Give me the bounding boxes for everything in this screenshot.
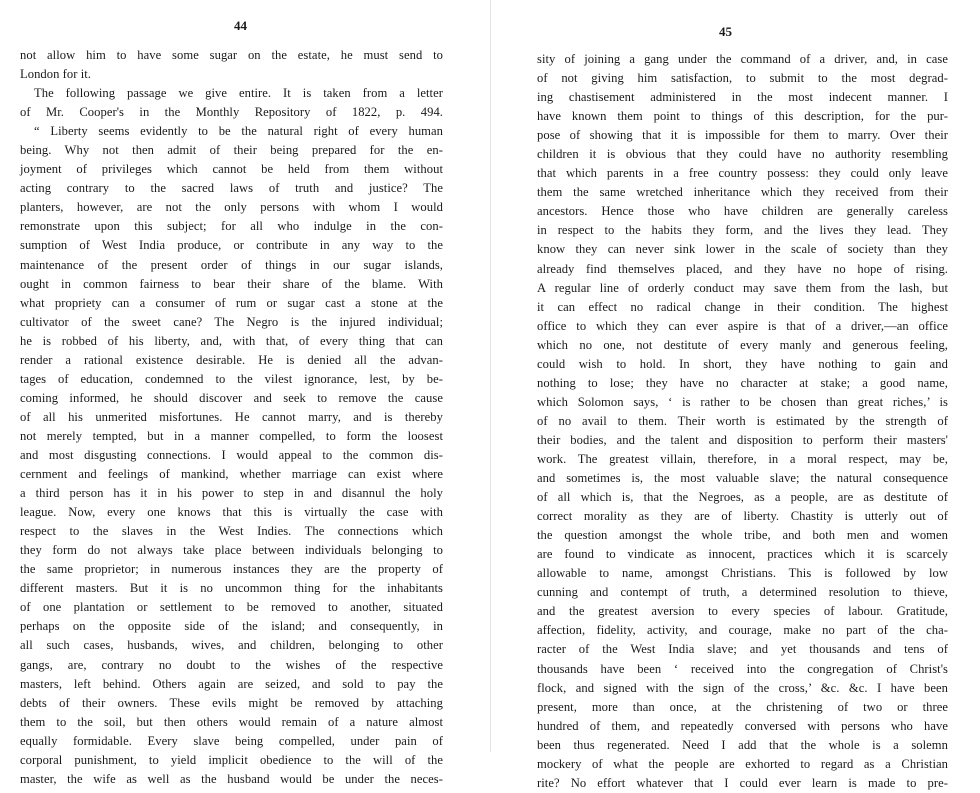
- text-line: their bodies, and the talent and disposition to perform their masters': [537, 432, 948, 447]
- text-line: “ Liberty seems evidently to be the natural right of every human: [34, 124, 443, 139]
- text-line: cunning and contempt of truth, a determined resolution to thieve,: [537, 585, 948, 600]
- text-line: them the same wretched inheritance which they received from their: [537, 185, 948, 200]
- text-line: of Mr. Cooper's in the Monthly Repository of 1822, p. 494.: [20, 105, 443, 120]
- text-line: maintenance of the present order of things in our sugar islands,: [20, 257, 443, 272]
- text-line: already find themselves placed, and they have no hope of rising.: [537, 261, 948, 276]
- text-line: he is robbed of his liberty, and, with that, of every thing that can: [20, 333, 443, 348]
- text-line: mockery of what the people are exhorted to regard as a Christian: [537, 756, 948, 771]
- text-line: corporal punishment, to yield implicit obedience to the will of the: [20, 752, 443, 767]
- text-line: The following passage we give entire. It is taken from a letter: [34, 86, 443, 101]
- text-line: master, the wife as well as the husband would be under the neces-: [20, 771, 443, 786]
- text-line: flock, and signed with the sign of the cross,’ &c. &c. I have been: [537, 680, 948, 695]
- text-line: league. Now, every one knows that this is virtually the case with: [20, 505, 443, 520]
- text-line: being. Why not then admit of their being prepared for the en-: [20, 143, 443, 158]
- text-line: them to the soil, but then others would remain of a nature almost: [20, 714, 443, 729]
- text-line: of all his unmerited misfortunes. He cannot marry, and is thereby: [20, 409, 443, 424]
- text-line: A regular line of orderly conduct may save them from the lash, but: [537, 280, 948, 295]
- text-line: the question amongst the whole tribe, and both men and women: [537, 528, 948, 543]
- text-line: cernment and feelings of mankind, whether marriage can exist where: [20, 467, 443, 482]
- text-line: could wish to hold. In short, they have nothing to gain and: [537, 356, 948, 371]
- text-line: joyment of privileges which cannot be held from them without: [20, 162, 443, 177]
- text-line: they form do not always take place between individuals belonging to: [20, 543, 443, 558]
- text-line: work. The greatest villain, therefore, in a moral respect, may be,: [537, 451, 948, 466]
- text-line: know they can never sink lower in the scale of society than they: [537, 242, 948, 257]
- text-line: of not giving him satisfaction, to submit to the most degrad-: [537, 71, 948, 86]
- text-line: have known them point to things of this description, for the pur-: [537, 109, 948, 124]
- text-line: ing chastisement administered in the most indecent manner. I: [537, 90, 948, 105]
- text-line: coming informed, he should discover and seek to remove the cause: [20, 390, 443, 405]
- text-line: present, more than once, at the christening of two or three: [537, 699, 948, 714]
- text-line: not allow him to have some sugar on the estate, he must send to: [20, 48, 443, 62]
- text-line: masters, left behind. Others again are seized, and sold to pay the: [20, 676, 443, 691]
- text-line: that which parents in a free country possess: they could only leave: [537, 166, 948, 181]
- text-line: tages of education, condemned to the vilest ignorance, lest, by be-: [20, 371, 443, 386]
- text-line: are found to vindicate as innocent, practices which it is scarcely: [537, 547, 948, 562]
- text-line: acting contrary to the sacred laws of truth and justice? The: [20, 181, 443, 196]
- text-line: of no avail to them. Their worth is estimated by the strength of: [537, 413, 948, 428]
- right-page: [490, 0, 980, 790]
- text-line: ancestors. Hence those who have children are generally careless: [537, 204, 948, 219]
- text-line: what propriety can a consumer of rum or sugar cast a stone at the: [20, 295, 443, 310]
- text-line: racter of the West India slave; and yet thousands and tens of: [537, 642, 948, 657]
- text-line: ought in common fairness to bear their share of the blame. With: [20, 276, 443, 291]
- text-line: pose of showing that it is impossible for them to marry. Over their: [537, 128, 948, 143]
- right-page-text: [537, 50, 948, 793]
- left-page-number: 44: [234, 18, 247, 33]
- right-page-number: 45: [719, 24, 732, 39]
- text-line: rite? No effort whatever that I could ever learn is made to pre-: [537, 775, 948, 790]
- text-line: respect to the slaves in the West Indies. The connections which: [20, 524, 443, 539]
- text-line: been thus regenerated. Need I add that the whole is a solemn: [537, 737, 948, 752]
- text-line: children it is obvious that they could have no authority resembling: [537, 147, 948, 162]
- text-line: and most disgusting connections. I would appeal to the common dis-: [20, 447, 443, 462]
- text-line: in respect to the habits they form, and the lives they lead. They: [537, 223, 948, 238]
- text-line: cultivator of the sweet cane? The Negro is the injured individual;: [20, 314, 443, 329]
- text-line: not merely tempted, but in a manner compelled, to form the loosest: [20, 428, 443, 443]
- text-line: remonstrate upon this subject; for all who indulge in the con-: [20, 219, 443, 234]
- text-line: planters, however, are not the only persons with whom I would: [20, 200, 443, 215]
- text-line: nothing to lose; they have no character at stake; a good name,: [537, 375, 948, 390]
- left-page-text: [20, 46, 443, 789]
- text-line: of one plantation or settlement to be removed to another, situated: [20, 600, 443, 615]
- text-line: allowable to name, amongst Christians. This is followed by low: [537, 566, 948, 581]
- text-line: equally formidable. Every slave being compelled, under pain of: [20, 733, 443, 748]
- text-line: perhaps on the opposite side of the island; and consequently, in: [20, 619, 443, 634]
- text-line: and sometimes is, the most valuable slave; the natural consequence: [537, 471, 948, 486]
- text-line: gangs, are, contrary no doubt to the wishes of the respective: [20, 657, 443, 672]
- text-line: and the greatest aversion to every species of labour. Gratitude,: [537, 604, 948, 619]
- text-line: debts of their owners. These evils might be removed by attaching: [20, 695, 443, 710]
- text-line: sumption of West India produce, or contribute in any way to the: [20, 238, 443, 253]
- text-line: hundred of them, and repeatedly conversed with persons who have: [537, 718, 948, 733]
- text-line: office to which they can ever aspire is that of a driver,—an office: [537, 318, 948, 333]
- text-line: it can effect no radical change in their condition. The highest: [537, 299, 948, 314]
- text-line: which no one, not destitute of every manly and generous feeling,: [537, 337, 948, 352]
- text-line: render a rational existence desirable. He is denied all the advan-: [20, 352, 443, 367]
- text-line: correct morality as they are of liberty. Chastity is utterly out of: [537, 509, 948, 524]
- left-page: [0, 0, 490, 786]
- text-line: all such cases, husbands, wives, and children, belonging to other: [20, 638, 443, 653]
- text-line: London for it.: [20, 67, 92, 82]
- text-line: the same proprietor; in numerous instances they are the property of: [20, 562, 443, 577]
- text-line: thousands have been ‘ received into the congregation of Christ's: [537, 661, 948, 676]
- text-line: different masters. But it is no uncommon thing for the inhabitants: [20, 581, 443, 596]
- text-line: affection, fidelity, activity, and courage, make no part of the cha-: [537, 623, 948, 638]
- text-line: which Solomon says, ‘ is rather to be chosen than great riches,’ is: [537, 394, 948, 409]
- text-line: sity of joining a gang under the command of a driver, and, in case: [537, 52, 948, 66]
- text-line: a third person has it in his power to step in and disannul the holy: [20, 486, 443, 501]
- text-line: of all which is, that the Negroes, as a people, are as destitute of: [537, 490, 948, 505]
